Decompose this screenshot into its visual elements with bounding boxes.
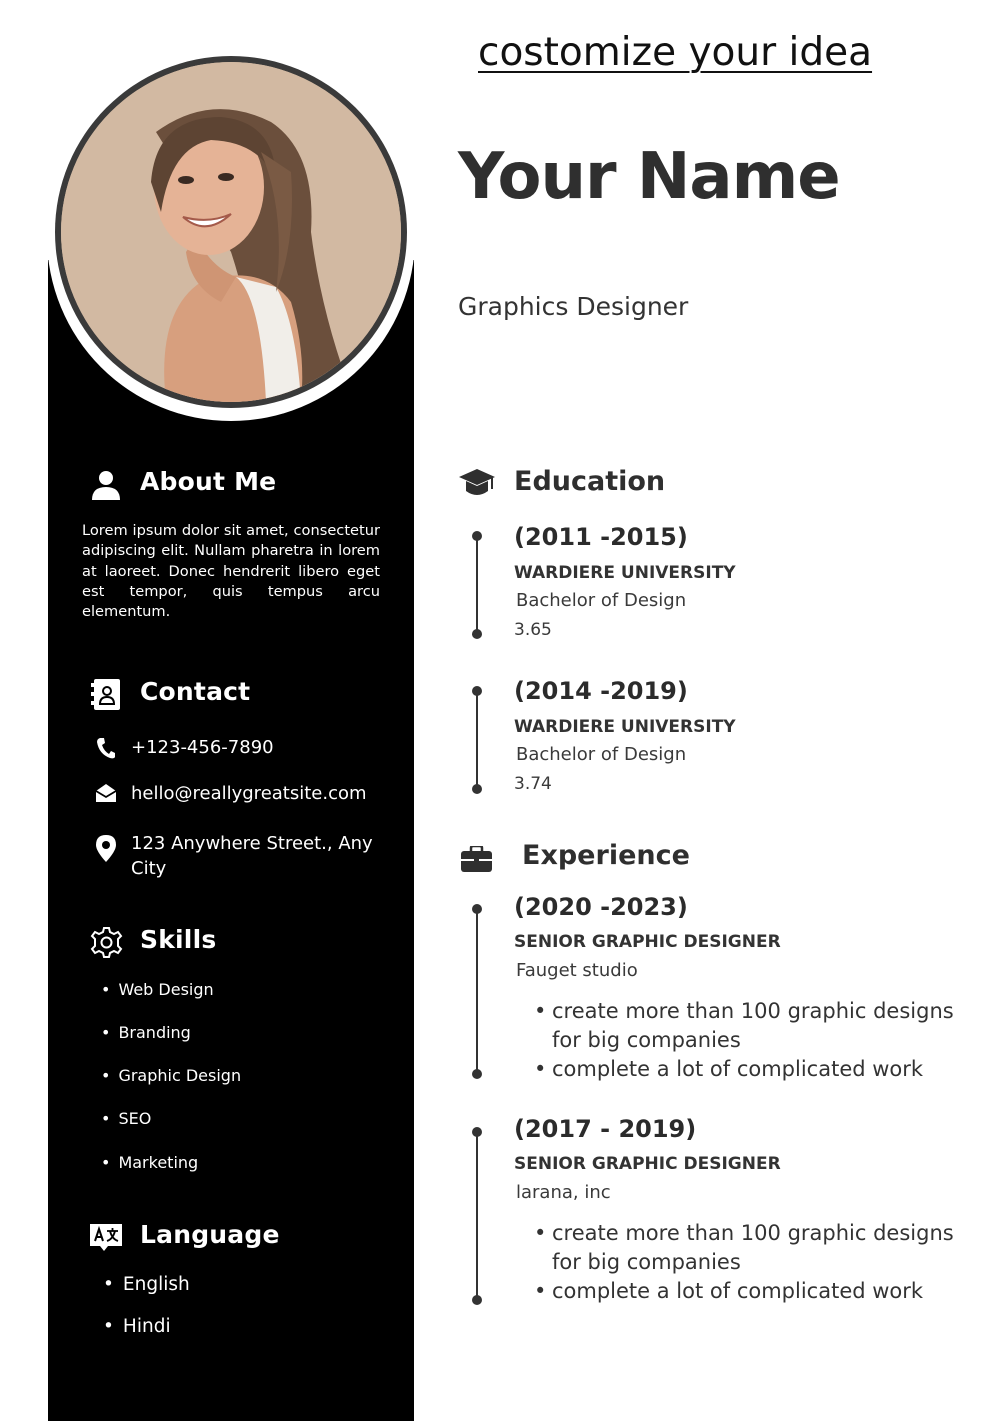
experience-bullets [534,1219,974,1306]
contact-phone[interactable]: +123-456-7890 [131,737,274,758]
education-degree: Bachelor of Design [516,590,687,611]
timeline-line [476,1132,478,1300]
contact-title: Contact [140,677,251,706]
skill-item: • Branding [101,1023,191,1042]
education-period: (2014 -2019) [514,677,688,705]
skill-item: • Marketing [101,1153,198,1172]
about-title: About Me [140,467,277,496]
experience-bullet: • complete a lot of complicated work [534,1277,974,1306]
experience-period: (2020 -2023) [514,893,688,921]
experience-company: larana, inc [516,1182,611,1203]
contact-email[interactable]: hello@reallygreatsite.com [131,783,367,804]
person-role: Graphics Designer [458,292,689,321]
profile-photo [61,62,401,402]
experience-bullets [534,997,974,1084]
gear-icon [90,926,123,959]
education-school: WARDIERE UNIVERSITY [514,563,736,583]
location-pin-icon [96,835,116,862]
timeline-dot [472,629,482,639]
tagline: costomize your idea [478,30,873,75]
timeline-line [476,536,478,634]
experience-title: Experience [522,840,690,871]
education-gpa: 3.65 [514,620,552,640]
about-text: Lorem ipsum dolor sit amet, consectetur adipiscing elit. Nullam pharetra in lorem at laoreet. Donec hendrerit libero eget est tempor, quis tempus arcu elementum. [82,522,380,621]
briefcase-icon [461,846,492,872]
translate-icon [88,1222,124,1252]
skill-item: • Graphic Design [101,1066,241,1085]
timeline-dot [472,1069,482,1079]
skill-item: • Web Design [101,980,214,999]
timeline-line [476,909,478,1074]
experience-period: (2017 - 2019) [514,1115,697,1143]
education-title: Education [514,466,666,497]
contact-book-icon [91,678,122,711]
language-item: • English [103,1274,190,1295]
education-gpa: 3.74 [514,774,552,794]
graduation-cap-icon [458,467,496,499]
experience-bullet: • create more than 100 graphic designs for big companies [534,997,974,1055]
experience-company: Fauget studio [516,960,638,981]
person-name: Your Name [458,140,840,214]
experience-bullet: • create more than 100 graphic designs for big companies [534,1219,974,1277]
language-title: Language [140,1220,280,1249]
timeline-dot [472,784,482,794]
email-icon [95,783,117,803]
education-period: (2011 -2015) [514,523,688,551]
user-icon [90,470,122,500]
skills-title: Skills [140,925,217,954]
contact-address[interactable]: 123 Anywhere Street., Any City [131,833,373,879]
experience-bullet: • complete a lot of complicated work [534,1055,974,1084]
experience-position: SENIOR GRAPHIC DESIGNER [514,932,781,952]
person-photo-illustration [61,62,401,402]
education-degree: Bachelor of Design [516,744,687,765]
language-item: • Hindi [103,1316,171,1337]
timeline-dot [472,1295,482,1305]
education-school: WARDIERE UNIVERSITY [514,717,736,737]
timeline-line [476,691,478,789]
phone-icon [96,737,116,759]
experience-position: SENIOR GRAPHIC DESIGNER [514,1154,781,1174]
skill-item: • SEO [101,1109,151,1128]
